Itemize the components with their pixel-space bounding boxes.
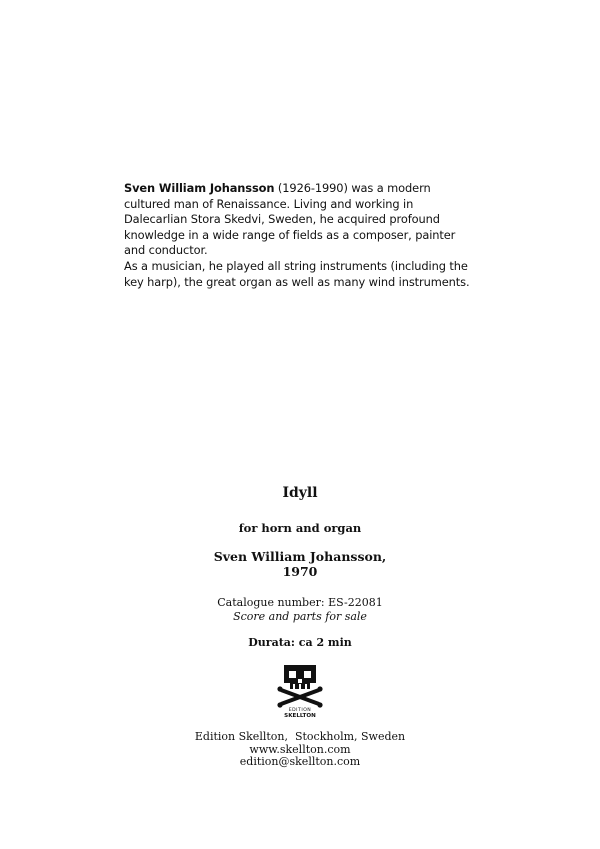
skull-crossbones-icon — [276, 663, 324, 718]
bio-paragraph-2: As a musician, he played all string instruments (including the key harp), the great organ as well as many wind instruments. — [124, 258, 470, 289]
logo-skellton-text: SKELLTON — [284, 713, 316, 718]
publisher-name: Edition Skellton, Stockholm, Sweden — [194, 730, 406, 743]
catalogue-number: Catalogue number: ES-22081 — [217, 596, 383, 609]
work-title: Idyll — [282, 485, 318, 501]
catalogue-info — [0, 596, 600, 624]
publisher-email: edition@skellton.com — [239, 755, 361, 768]
instrumentation: for horn and organ — [238, 521, 362, 535]
publisher-website: www.skellton.com — [249, 742, 351, 756]
publisher-info — [0, 731, 600, 769]
bio-composer-name: Sven William Johansson — [124, 181, 275, 195]
logo-edition-text: EDITION — [288, 708, 312, 713]
composer-credit — [0, 549, 600, 579]
bio-paragraph-1 — [124, 181, 474, 259]
availability-note: Score and parts for sale — [233, 610, 367, 623]
duration: Durata: ca 2 min — [248, 636, 352, 649]
bio-text: (1926-1990) was a modern cultured man of Renaissance. Living and working in Dalecarlian Stora Skedvi, Sweden, he acquired profound knowledge in a wide range of fields as a composer, painter and conductor. — [124, 181, 456, 258]
composition-year: 1970 — [282, 564, 318, 579]
composer-biography — [124, 181, 474, 290]
composer-name: Sven William Johansson, — [213, 549, 387, 564]
